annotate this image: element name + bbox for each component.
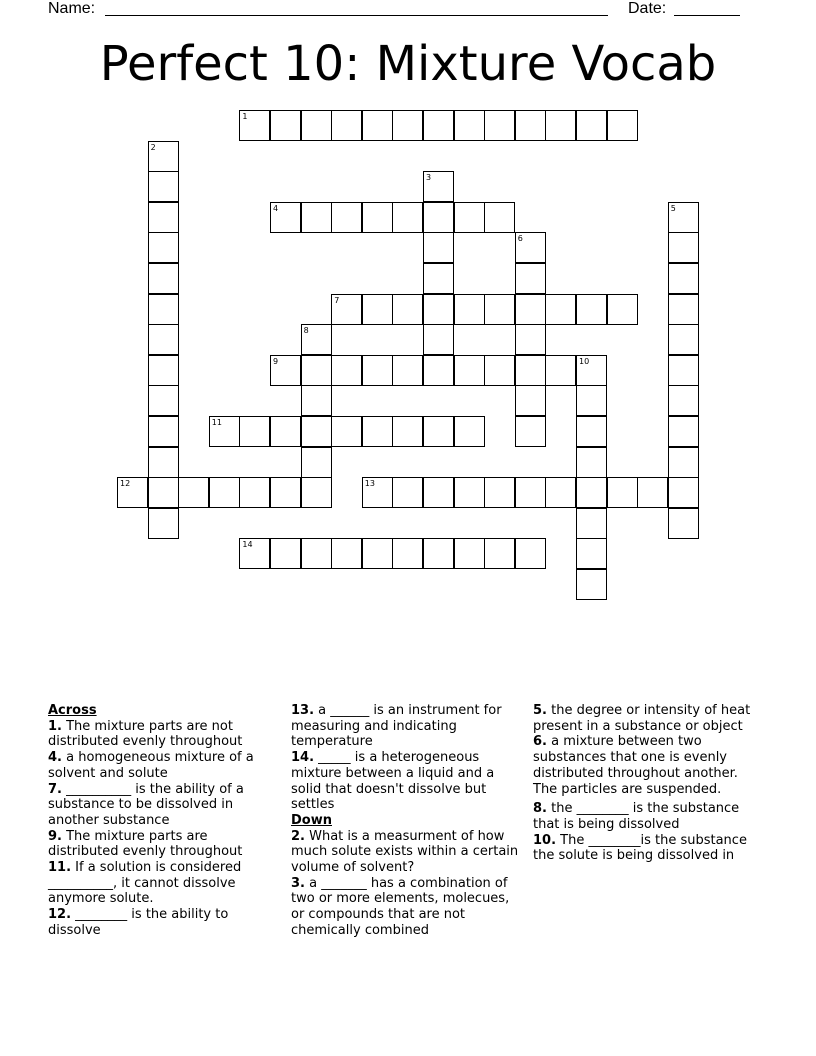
grid-cell[interactable]	[423, 538, 454, 569]
grid-cell[interactable]	[331, 416, 362, 447]
clue-down-6: 6. a mixture between two substances that one is evenly distributed throughout another. The particles are suspended.	[533, 734, 738, 797]
grid-cell[interactable]	[515, 477, 546, 508]
grid-cell[interactable]	[362, 202, 393, 233]
grid-cell[interactable]	[148, 324, 179, 355]
grid-cell[interactable]	[148, 447, 179, 478]
grid-cell[interactable]	[668, 508, 699, 539]
clue-column-2	[291, 703, 523, 939]
grid-cell[interactable]	[607, 477, 638, 508]
grid-cell[interactable]	[423, 324, 454, 355]
cell-number: 6	[517, 234, 523, 244]
clue-across-4: 4. a homogeneous mixture of a solvent and solute	[48, 750, 254, 781]
grid-cell[interactable]	[301, 202, 332, 233]
grid-cell[interactable]	[270, 110, 301, 141]
grid-cell[interactable]	[484, 538, 515, 569]
grid-cell[interactable]	[668, 294, 699, 325]
grid-cell[interactable]	[392, 477, 423, 508]
clue-down-5: 5. the degree or intensity of heat present in a substance or object	[533, 703, 751, 734]
grid-cell[interactable]	[454, 202, 485, 233]
grid-cell[interactable]	[148, 355, 179, 386]
grid-cell[interactable]	[668, 385, 699, 416]
cell-number: 12	[120, 479, 131, 489]
grid-cell[interactable]	[576, 477, 607, 508]
grid-cell[interactable]	[484, 355, 515, 386]
date-label: Date:	[628, 0, 667, 17]
clue-column-1	[48, 703, 280, 939]
clue-across-14: 14. _____ is a heterogeneous mixture between a liquid and a solid that doesn't dissolve but settles	[291, 750, 495, 813]
grid-cell[interactable]	[484, 477, 515, 508]
grid-cell[interactable]	[576, 416, 607, 447]
grid-cell[interactable]	[484, 110, 515, 141]
grid-cell[interactable]	[392, 294, 423, 325]
grid-cell[interactable]	[668, 416, 699, 447]
grid-cell[interactable]	[454, 477, 485, 508]
clue-across-11: 11. If a solution is considered __________, it cannot dissolve anymore solute.	[48, 860, 242, 907]
grid-cell[interactable]	[423, 477, 454, 508]
grid-cell[interactable]	[148, 263, 179, 294]
clue-down-2: 2. What is a measurment of how much solute exists within a certain volume of solvent?	[291, 828, 519, 876]
grid-cell[interactable]	[454, 538, 485, 569]
grid-cell[interactable]	[392, 416, 423, 447]
clue-column-3	[533, 703, 765, 864]
cell-number: 13	[364, 479, 375, 489]
grid-cell[interactable]	[148, 141, 179, 172]
grid-cell[interactable]	[576, 385, 607, 416]
cell-number: 8	[303, 326, 309, 336]
grid-cell[interactable]	[515, 385, 546, 416]
cell-number: 10	[579, 356, 590, 366]
across-heading: Across	[48, 703, 97, 718]
grid-cell[interactable]	[637, 477, 668, 508]
grid-cell[interactable]	[362, 416, 393, 447]
grid-cell[interactable]	[270, 477, 301, 508]
clue-down-3: 3. a _______ has a combination of two or more elements, molecues, or compounds that are not chemically combined	[291, 875, 510, 938]
grid-cell[interactable]	[362, 538, 393, 569]
grid-cell[interactable]	[301, 385, 332, 416]
grid-cell[interactable]	[454, 110, 485, 141]
grid-cell[interactable]	[668, 355, 699, 386]
grid-cell[interactable]	[576, 447, 607, 478]
grid-cell[interactable]	[423, 232, 454, 263]
grid-cell[interactable]	[301, 447, 332, 478]
grid-cell[interactable]	[668, 202, 699, 233]
grid-cell[interactable]	[209, 477, 240, 508]
grid-cell[interactable]	[392, 202, 423, 233]
grid-cell[interactable]	[362, 355, 393, 386]
cell-number: 2	[150, 142, 156, 152]
grid-cell[interactable]	[576, 569, 607, 600]
grid-cell[interactable]	[668, 477, 699, 508]
grid-cell[interactable]	[148, 508, 179, 539]
grid-cell[interactable]	[362, 477, 393, 508]
clue-across-1: 1. The mixture parts are not distributed evenly throughout	[48, 718, 243, 750]
grid-cell[interactable]	[545, 477, 576, 508]
grid-cell[interactable]	[576, 538, 607, 569]
grid-cell[interactable]	[515, 355, 546, 386]
clue-across-9: 9. The mixture parts are distributed evenly throughout	[48, 828, 243, 860]
grid-cell[interactable]	[454, 294, 485, 325]
grid-cell[interactable]	[423, 416, 454, 447]
grid-cell[interactable]	[148, 171, 179, 202]
cell-number: 14	[242, 540, 253, 550]
grid-cell[interactable]	[484, 294, 515, 325]
down-heading: Down	[291, 812, 332, 828]
grid-cell[interactable]	[301, 324, 332, 355]
grid-cell[interactable]	[301, 477, 332, 508]
page-title: Perfect 10: Mixture Vocab	[99, 36, 717, 92]
grid-cell[interactable]	[423, 263, 454, 294]
grid-cell[interactable]	[668, 324, 699, 355]
grid-cell[interactable]	[148, 232, 179, 263]
grid-cell[interactable]	[178, 477, 209, 508]
grid-cell[interactable]	[362, 294, 393, 325]
clue-down-10: 10. The ________is the substance the solute is being dissolved in	[533, 832, 747, 864]
clue-across-12: 12. ________ is the ability to dissolve	[48, 907, 229, 938]
grid-cell[interactable]	[117, 477, 148, 508]
grid-cell[interactable]	[362, 110, 393, 141]
grid-cell[interactable]	[148, 416, 179, 447]
cell-number: 9	[273, 356, 279, 366]
grid-cell[interactable]	[484, 202, 515, 233]
grid-cell[interactable]	[515, 110, 546, 141]
grid-cell[interactable]	[423, 202, 454, 233]
grid-cell[interactable]	[239, 110, 270, 141]
clue-across-13: 13. a ______ is an instrument for measuring and indicating temperature	[291, 703, 502, 750]
grid-cell[interactable]	[331, 110, 362, 141]
grid-cell[interactable]	[270, 355, 301, 386]
cell-number: 4	[273, 203, 279, 213]
grid-cell[interactable]	[454, 416, 485, 447]
grid-cell[interactable]	[301, 416, 332, 447]
grid-cell[interactable]	[331, 538, 362, 569]
grid-cell[interactable]	[515, 294, 546, 325]
grid-cell[interactable]	[392, 110, 423, 141]
grid-cell[interactable]	[301, 110, 332, 141]
name-label: Name:	[48, 0, 96, 17]
grid-cell[interactable]	[668, 232, 699, 263]
grid-cell[interactable]	[239, 416, 270, 447]
grid-cell[interactable]	[148, 294, 179, 325]
grid-cell[interactable]	[515, 416, 546, 447]
grid-cell[interactable]	[301, 538, 332, 569]
grid-cell[interactable]	[454, 355, 485, 386]
grid-cell[interactable]	[668, 447, 699, 478]
grid-cell[interactable]	[301, 355, 332, 386]
grid-cell[interactable]	[545, 110, 576, 141]
grid-cell[interactable]	[423, 355, 454, 386]
grid-cell[interactable]	[270, 202, 301, 233]
grid-cell[interactable]	[270, 416, 301, 447]
grid-cell[interactable]	[148, 202, 179, 233]
grid-cell[interactable]	[423, 171, 454, 202]
grid-cell[interactable]	[515, 263, 546, 294]
grid-cell[interactable]	[668, 263, 699, 294]
grid-cell[interactable]	[423, 110, 454, 141]
grid-cell[interactable]	[331, 202, 362, 233]
grid-cell[interactable]	[423, 294, 454, 325]
cell-number: 5	[670, 203, 676, 213]
grid-cell[interactable]	[607, 294, 638, 325]
grid-cell[interactable]	[515, 538, 546, 569]
grid-cell[interactable]	[148, 385, 179, 416]
cell-number: 7	[334, 295, 340, 305]
grid-cell[interactable]	[239, 477, 270, 508]
grid-cell[interactable]	[392, 355, 423, 386]
grid-cell[interactable]	[148, 477, 179, 508]
clue-across-7: 7. __________ is the ability of a substance to be dissolved in another substance	[48, 781, 244, 828]
grid-cell[interactable]	[545, 294, 576, 325]
grid-cell[interactable]	[576, 355, 607, 386]
grid-cell[interactable]	[515, 324, 546, 355]
clue-down-8: 8. the ________ is the substance that is being dissolved	[533, 801, 740, 832]
grid-cell[interactable]	[576, 508, 607, 539]
cell-number: 11	[211, 418, 222, 427]
grid-cell[interactable]	[607, 110, 638, 141]
grid-cell[interactable]	[545, 355, 576, 386]
grid-cell[interactable]	[576, 294, 607, 325]
grid-cell[interactable]	[331, 355, 362, 386]
grid-cell[interactable]	[515, 232, 546, 263]
cell-number: 1	[242, 112, 248, 121]
grid-cell[interactable]	[392, 538, 423, 569]
grid-cell[interactable]	[270, 538, 301, 569]
grid-cell[interactable]	[331, 294, 362, 325]
grid-cell[interactable]	[239, 538, 270, 569]
cell-number: 3	[426, 173, 432, 183]
grid-cell[interactable]	[209, 416, 240, 447]
grid-cell[interactable]	[576, 110, 607, 141]
